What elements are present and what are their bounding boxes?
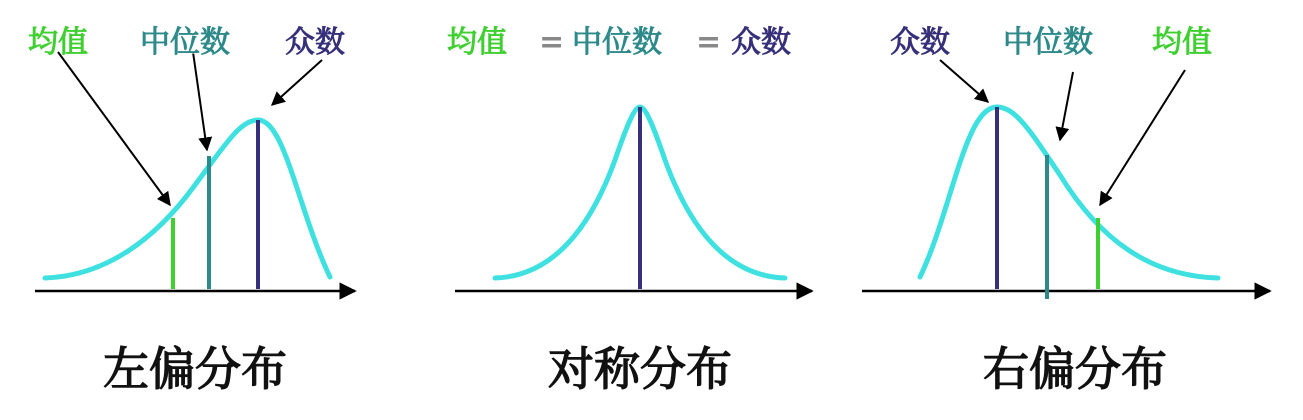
equals-sign: =: [539, 25, 565, 60]
median-pointer-arrow: [193, 52, 207, 150]
mean-label: 均值: [1152, 25, 1212, 60]
panel-title-symmetric: 对称分布: [548, 342, 732, 396]
mean-pointer-arrow: [58, 52, 170, 205]
mode-pointer-arrow: [940, 60, 988, 102]
panel-title-left-skewed: 左偏分布: [103, 342, 287, 396]
panel-right-skewed: [862, 25, 1270, 396]
mean-label: 均值: [447, 25, 507, 60]
distribution-curve-right: [920, 107, 1218, 278]
mean-label: 均值: [28, 25, 88, 60]
distribution-curve-left: [45, 120, 330, 278]
mean-pointer-arrow: [1100, 70, 1185, 205]
median-label: 中位数: [140, 25, 230, 60]
median-label: 中位数: [1003, 25, 1093, 60]
mode-label: 众数: [731, 25, 791, 60]
median-pointer-arrow: [1060, 72, 1073, 140]
mode-label: 众数: [285, 25, 345, 60]
mode-pointer-arrow: [272, 60, 322, 105]
panel-symmetric: [447, 25, 812, 396]
panel-title-right-skewed: 右偏分布: [983, 342, 1167, 396]
panel-left-skewed: [28, 25, 355, 396]
equals-sign: =: [696, 25, 722, 60]
median-label: 中位数: [572, 25, 662, 60]
mode-label: 众数: [890, 25, 950, 60]
